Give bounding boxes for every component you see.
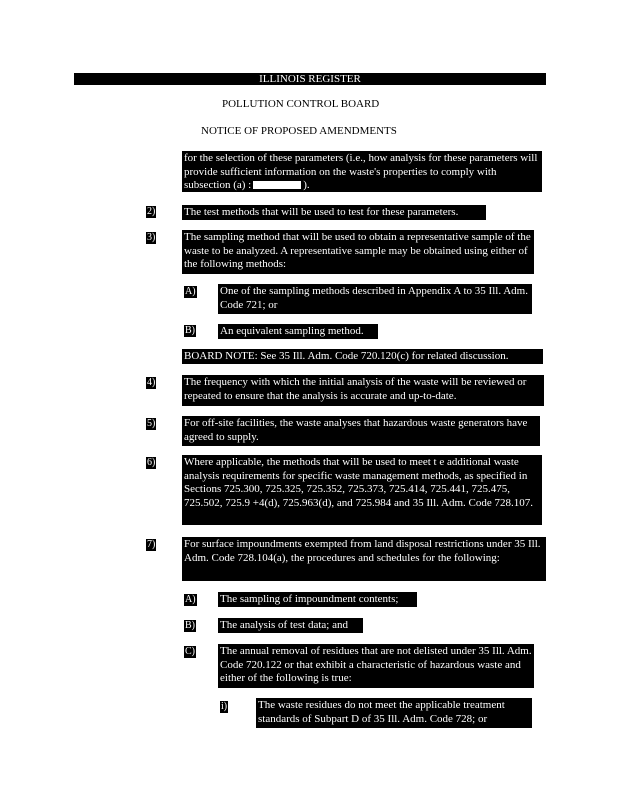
item-5-number: 5) <box>147 418 156 429</box>
item-6-text: Where applicable, the methods that will be used to meet t e additional waste analysis requirements for specific waste management methods, as specified in Sections 725.300, 725.325, 725.352, 725.373, 725.414, 725.441, 725.475, 725.502, 725.9 +4(d), 725.963(d), and 725.984 and 35 Ill. Adm. Code 728.107. <box>182 455 542 525</box>
item-3A-text: One of the sampling methods described in Appendix A to 35 Ill. Adm. Code 721; or <box>218 284 532 314</box>
item-7A-number: A) <box>185 594 196 605</box>
item-3B-text: An equivalent sampling method. <box>218 324 378 339</box>
item-4-text: The frequency with which the initial analysis of the waste will be reviewed or repeated to ensure that the analysis is accurate and up-to-date. <box>182 375 544 406</box>
item-2-text: The test methods that will be used to test for these parameters. <box>182 205 486 220</box>
item-2-number: 2) <box>147 206 156 217</box>
item-3B-number: B) <box>185 325 195 336</box>
intro-text-end: ). <box>303 179 310 191</box>
board-title: POLLUTION CONTROL BOARD <box>222 98 380 110</box>
item-5-text: For off-site facilities, the waste analyses that hazardous waste generators have agreed to supply. <box>182 416 540 446</box>
item-4-number: 4) <box>147 377 156 388</box>
item-7B-text: The analysis of test data; and <box>218 618 363 633</box>
intro-paragraph <box>182 151 542 192</box>
item-7C-number: C) <box>185 646 195 657</box>
item-7-number: 7) <box>147 539 156 550</box>
intro-text: for the selection of these parameters (i.e., how analysis for these parameters will provide sufficient information on the waste's properties to comply with subsection (a) : <box>184 152 538 191</box>
register-title: ILLINOIS REGISTER <box>74 73 546 85</box>
item-3A-number: A) <box>185 286 196 297</box>
item-7B-number: B) <box>185 620 195 631</box>
item-7-text: For surface impoundments exempted from land disposal restrictions under 35 Ill. Adm. Code 728.104(a), the procedures and schedules for the following: <box>182 537 546 581</box>
redaction-mark <box>253 181 301 189</box>
notice-title: NOTICE OF PROPOSED AMENDMENTS <box>201 125 397 137</box>
board-note: BOARD NOTE: See 35 Ill. Adm. Code 720.120(c) for related discussion. <box>182 349 543 364</box>
item-7A-text: The sampling of impoundment contents; <box>218 592 417 607</box>
item-7Ci-text: The waste residues do not meet the applicable treatment standards of Subpart D of 35 Ill. Adm. Code 728; or <box>256 698 532 728</box>
item-3-text: The sampling method that will be used to obtain a representative sample of the waste to be analyzed. A representative sample may be obtained using either of the following methods: <box>182 230 534 274</box>
item-6-number: 6) <box>147 457 156 468</box>
item-7Ci-number: i) <box>221 701 228 712</box>
item-3-number: 3) <box>147 232 156 243</box>
item-7C-text: The annual removal of residues that are not delisted under 35 Ill. Adm. Code 720.122 or that exhibit a characteristic of hazardous waste and either of the following is true: <box>218 644 534 688</box>
